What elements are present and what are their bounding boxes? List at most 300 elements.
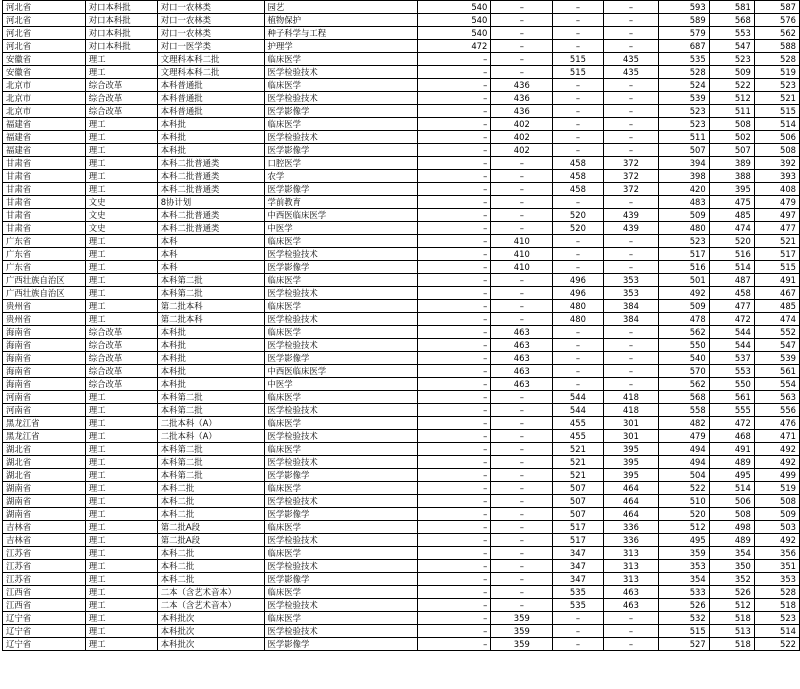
cell-min-score: 474 (709, 222, 754, 235)
cell-category: 理工 (85, 638, 157, 651)
cell-score-d: – (603, 625, 659, 638)
cell-batch: 本科二批普通类 (157, 209, 264, 222)
cell-min-score: 544 (709, 326, 754, 339)
cell-score-b: – (491, 287, 553, 300)
cell-score-d: 439 (603, 209, 659, 222)
cell-province: 北京市 (3, 92, 86, 105)
cell-avg-score: 485 (754, 300, 799, 313)
table-row (3, 547, 800, 560)
cell-avg-score: 467 (754, 287, 799, 300)
cell-min-score: 477 (709, 300, 754, 313)
cell-score-c: – (553, 118, 603, 131)
cell-score-c: – (553, 40, 603, 53)
table-row (3, 599, 800, 612)
cell-avg-score: 514 (754, 118, 799, 131)
cell-category: 理工 (85, 443, 157, 456)
cell-max-score: 509 (659, 300, 709, 313)
cell-major: 医学检验技术 (264, 287, 417, 300)
cell-score-a: – (417, 378, 490, 391)
cell-score-c: – (553, 612, 603, 625)
cell-score-a: – (417, 547, 490, 560)
cell-category: 理工 (85, 144, 157, 157)
cell-batch: 本科二批普通类 (157, 170, 264, 183)
cell-province: 甘肃省 (3, 222, 86, 235)
cell-score-d: – (603, 235, 659, 248)
cell-score-d: 418 (603, 404, 659, 417)
cell-avg-score: 492 (754, 443, 799, 456)
cell-max-score: 589 (659, 14, 709, 27)
cell-score-b: 402 (491, 144, 553, 157)
cell-max-score: 394 (659, 157, 709, 170)
cell-min-score: 508 (709, 508, 754, 521)
cell-score-d: – (603, 1, 659, 14)
cell-min-score: 511 (709, 105, 754, 118)
cell-min-score: 553 (709, 27, 754, 40)
cell-min-score: 509 (709, 66, 754, 79)
cell-score-a: – (417, 625, 490, 638)
cell-category: 理工 (85, 534, 157, 547)
cell-min-score: 526 (709, 586, 754, 599)
cell-max-score: 480 (659, 222, 709, 235)
cell-category: 理工 (85, 118, 157, 131)
cell-score-b: – (491, 443, 553, 456)
admission-score-table (2, 0, 800, 651)
table-row (3, 326, 800, 339)
cell-score-b: 463 (491, 352, 553, 365)
cell-min-score: 508 (709, 118, 754, 131)
cell-avg-score: 521 (754, 235, 799, 248)
cell-category: 理工 (85, 157, 157, 170)
cell-province: 湖南省 (3, 508, 86, 521)
cell-score-c: – (553, 339, 603, 352)
cell-batch: 本科普通批 (157, 105, 264, 118)
cell-category: 理工 (85, 586, 157, 599)
cell-score-d: 464 (603, 482, 659, 495)
cell-max-score: 359 (659, 547, 709, 560)
cell-min-score: 523 (709, 53, 754, 66)
cell-province: 安徽省 (3, 66, 86, 79)
cell-score-c: 515 (553, 66, 603, 79)
cell-major: 医学影像学 (264, 469, 417, 482)
cell-avg-score: 353 (754, 573, 799, 586)
cell-score-a: 540 (417, 27, 490, 40)
cell-avg-score: 518 (754, 599, 799, 612)
cell-province: 广西壮族自治区 (3, 274, 86, 287)
cell-score-c: – (553, 144, 603, 157)
cell-province: 吉林省 (3, 534, 86, 547)
cell-score-b: – (491, 560, 553, 573)
cell-min-score: 507 (709, 144, 754, 157)
table-row (3, 625, 800, 638)
cell-score-b: – (491, 534, 553, 547)
cell-batch: 第二批A段 (157, 521, 264, 534)
cell-province: 吉林省 (3, 521, 86, 534)
cell-min-score: 568 (709, 14, 754, 27)
cell-major: 临床医学 (264, 482, 417, 495)
cell-min-score: 518 (709, 612, 754, 625)
cell-score-b: – (491, 521, 553, 534)
cell-score-b: 463 (491, 326, 553, 339)
cell-province: 广西壮族自治区 (3, 287, 86, 300)
cell-min-score: 544 (709, 339, 754, 352)
cell-avg-score: 547 (754, 339, 799, 352)
cell-batch: 本科批 (157, 131, 264, 144)
cell-avg-score: 521 (754, 92, 799, 105)
cell-province: 广东省 (3, 248, 86, 261)
cell-max-score: 494 (659, 456, 709, 469)
cell-min-score: 514 (709, 482, 754, 495)
cell-score-d: 384 (603, 313, 659, 326)
cell-score-b: – (491, 196, 553, 209)
table-row (3, 586, 800, 599)
cell-category: 理工 (85, 261, 157, 274)
cell-max-score: 517 (659, 248, 709, 261)
table-row (3, 92, 800, 105)
cell-score-d: – (603, 131, 659, 144)
cell-major: 医学检验技术 (264, 313, 417, 326)
cell-category: 综合改革 (85, 378, 157, 391)
cell-score-c: – (553, 14, 603, 27)
cell-score-b: – (491, 391, 553, 404)
cell-score-a: – (417, 599, 490, 612)
cell-score-b: 410 (491, 235, 553, 248)
cell-category: 对口本科批 (85, 40, 157, 53)
cell-score-c: – (553, 365, 603, 378)
cell-batch: 本科第二批 (157, 391, 264, 404)
cell-min-score: 354 (709, 547, 754, 560)
cell-score-c: 535 (553, 586, 603, 599)
cell-major: 学前教育 (264, 196, 417, 209)
cell-province: 辽宁省 (3, 638, 86, 651)
cell-category: 综合改革 (85, 79, 157, 92)
cell-score-d: 353 (603, 274, 659, 287)
cell-min-score: 537 (709, 352, 754, 365)
cell-score-a: 540 (417, 1, 490, 14)
cell-category: 理工 (85, 430, 157, 443)
cell-batch: 对口一农林类 (157, 1, 264, 14)
cell-max-score: 527 (659, 638, 709, 651)
cell-score-a: – (417, 170, 490, 183)
table-row (3, 573, 800, 586)
cell-min-score: 491 (709, 443, 754, 456)
cell-batch: 二本（含艺术音本） (157, 586, 264, 599)
cell-min-score: 555 (709, 404, 754, 417)
cell-score-c: – (553, 326, 603, 339)
table-row (3, 391, 800, 404)
cell-min-score: 514 (709, 261, 754, 274)
cell-score-d: 439 (603, 222, 659, 235)
cell-batch: 本科二批 (157, 508, 264, 521)
cell-score-b: – (491, 53, 553, 66)
cell-min-score: 350 (709, 560, 754, 573)
cell-province: 北京市 (3, 79, 86, 92)
cell-max-score: 532 (659, 612, 709, 625)
cell-category: 文史 (85, 222, 157, 235)
cell-score-d: 336 (603, 534, 659, 547)
cell-major: 医学影像学 (264, 573, 417, 586)
cell-max-score: 540 (659, 352, 709, 365)
cell-min-score: 513 (709, 625, 754, 638)
cell-avg-score: 497 (754, 209, 799, 222)
cell-max-score: 511 (659, 131, 709, 144)
cell-avg-score: 528 (754, 53, 799, 66)
cell-avg-score: 477 (754, 222, 799, 235)
cell-score-a: – (417, 326, 490, 339)
cell-score-b: 463 (491, 365, 553, 378)
cell-major: 临床医学 (264, 586, 417, 599)
cell-score-a: – (417, 534, 490, 547)
table-row (3, 183, 800, 196)
cell-province: 福建省 (3, 118, 86, 131)
cell-major: 种子科学与工程 (264, 27, 417, 40)
cell-min-score: 512 (709, 92, 754, 105)
cell-score-a: – (417, 339, 490, 352)
cell-major: 医学检验技术 (264, 248, 417, 261)
cell-category: 理工 (85, 547, 157, 560)
cell-province: 河南省 (3, 391, 86, 404)
cell-province: 福建省 (3, 131, 86, 144)
cell-score-c: 520 (553, 209, 603, 222)
cell-max-score: 522 (659, 482, 709, 495)
cell-major: 医学检验技术 (264, 599, 417, 612)
cell-min-score: 561 (709, 391, 754, 404)
cell-score-c: 515 (553, 53, 603, 66)
cell-province: 黑龙江省 (3, 430, 86, 443)
cell-avg-score: 503 (754, 521, 799, 534)
cell-batch: 本科批次 (157, 625, 264, 638)
cell-max-score: 495 (659, 534, 709, 547)
cell-score-c: 521 (553, 456, 603, 469)
cell-category: 理工 (85, 235, 157, 248)
cell-score-c: – (553, 248, 603, 261)
cell-province: 江苏省 (3, 560, 86, 573)
cell-score-b: – (491, 1, 553, 14)
cell-major: 临床医学 (264, 274, 417, 287)
table-row (3, 430, 800, 443)
cell-score-a: – (417, 313, 490, 326)
cell-score-c: – (553, 105, 603, 118)
table-row (3, 339, 800, 352)
cell-score-a: – (417, 183, 490, 196)
cell-score-b: – (491, 417, 553, 430)
table-row (3, 14, 800, 27)
cell-score-a: – (417, 508, 490, 521)
cell-avg-score: 393 (754, 170, 799, 183)
cell-score-b: – (491, 404, 553, 417)
cell-category: 文史 (85, 196, 157, 209)
cell-avg-score: 576 (754, 14, 799, 27)
cell-score-c: 458 (553, 170, 603, 183)
cell-min-score: 506 (709, 495, 754, 508)
cell-major: 医学影像学 (264, 261, 417, 274)
cell-score-c: 455 (553, 417, 603, 430)
cell-batch: 二本（含艺术音本） (157, 599, 264, 612)
cell-score-c: 544 (553, 404, 603, 417)
table-row (3, 27, 800, 40)
cell-major: 临床医学 (264, 118, 417, 131)
table-row (3, 196, 800, 209)
cell-score-d: 463 (603, 599, 659, 612)
cell-min-score: 388 (709, 170, 754, 183)
cell-score-a: – (417, 300, 490, 313)
cell-score-a: – (417, 144, 490, 157)
cell-max-score: 523 (659, 118, 709, 131)
cell-province: 甘肃省 (3, 209, 86, 222)
cell-category: 综合改革 (85, 365, 157, 378)
cell-avg-score: 479 (754, 196, 799, 209)
cell-score-c: 347 (553, 573, 603, 586)
table-body (3, 1, 800, 651)
cell-score-d: 353 (603, 287, 659, 300)
cell-score-a: – (417, 79, 490, 92)
cell-score-b: – (491, 66, 553, 79)
cell-batch: 第二批A段 (157, 534, 264, 547)
cell-category: 综合改革 (85, 339, 157, 352)
cell-avg-score: 471 (754, 430, 799, 443)
cell-min-score: 468 (709, 430, 754, 443)
cell-batch: 本科批 (157, 118, 264, 131)
cell-province: 甘肃省 (3, 157, 86, 170)
cell-score-d: – (603, 27, 659, 40)
cell-province: 河北省 (3, 40, 86, 53)
table-row (3, 456, 800, 469)
cell-batch: 本科普通批 (157, 92, 264, 105)
cell-category: 理工 (85, 612, 157, 625)
table-row (3, 495, 800, 508)
cell-category: 理工 (85, 131, 157, 144)
cell-major: 医学检验技术 (264, 92, 417, 105)
cell-score-a: – (417, 456, 490, 469)
cell-min-score: 498 (709, 521, 754, 534)
cell-score-b: – (491, 469, 553, 482)
cell-score-c: 521 (553, 443, 603, 456)
cell-score-b: 436 (491, 79, 553, 92)
cell-score-b: – (491, 40, 553, 53)
cell-score-c: – (553, 1, 603, 14)
cell-province: 贵州省 (3, 313, 86, 326)
cell-batch: 本科第二批 (157, 456, 264, 469)
cell-score-a: – (417, 495, 490, 508)
cell-batch: 本科第二批 (157, 274, 264, 287)
cell-major: 医学检验技术 (264, 404, 417, 417)
cell-score-b: – (491, 573, 553, 586)
cell-batch: 本科批次 (157, 638, 264, 651)
cell-batch: 本科二批普通类 (157, 183, 264, 196)
cell-avg-score: 519 (754, 66, 799, 79)
cell-score-a: – (417, 365, 490, 378)
cell-max-score: 504 (659, 469, 709, 482)
cell-avg-score: 556 (754, 404, 799, 417)
cell-score-b: 463 (491, 378, 553, 391)
cell-avg-score: 408 (754, 183, 799, 196)
cell-avg-score: 509 (754, 508, 799, 521)
cell-batch: 对口一农林类 (157, 14, 264, 27)
cell-score-a: – (417, 66, 490, 79)
cell-max-score: 354 (659, 573, 709, 586)
cell-category: 理工 (85, 53, 157, 66)
cell-score-c: – (553, 235, 603, 248)
cell-score-c: 517 (553, 521, 603, 534)
cell-score-b: – (491, 300, 553, 313)
cell-score-a: – (417, 92, 490, 105)
cell-avg-score: 508 (754, 495, 799, 508)
cell-score-d: – (603, 339, 659, 352)
cell-batch: 本科二批 (157, 495, 264, 508)
cell-avg-score: 506 (754, 131, 799, 144)
cell-category: 理工 (85, 599, 157, 612)
cell-score-d: – (603, 261, 659, 274)
cell-avg-score: 491 (754, 274, 799, 287)
cell-max-score: 509 (659, 209, 709, 222)
cell-score-b: – (491, 430, 553, 443)
cell-score-a: – (417, 430, 490, 443)
cell-score-d: – (603, 378, 659, 391)
cell-max-score: 523 (659, 235, 709, 248)
cell-avg-score: 522 (754, 638, 799, 651)
cell-min-score: 518 (709, 638, 754, 651)
cell-batch: 第二批本科 (157, 313, 264, 326)
cell-score-d: 372 (603, 183, 659, 196)
cell-max-score: 515 (659, 625, 709, 638)
cell-major: 医学检验技术 (264, 339, 417, 352)
cell-score-d: 301 (603, 430, 659, 443)
table-row (3, 170, 800, 183)
cell-max-score: 483 (659, 196, 709, 209)
cell-batch: 本科二批 (157, 547, 264, 560)
cell-batch: 本科二批普通类 (157, 157, 264, 170)
cell-category: 理工 (85, 170, 157, 183)
cell-score-a: – (417, 560, 490, 573)
cell-score-a: – (417, 391, 490, 404)
cell-province: 河北省 (3, 14, 86, 27)
cell-province: 河南省 (3, 404, 86, 417)
cell-major: 医学影像学 (264, 144, 417, 157)
table-row (3, 261, 800, 274)
table-row (3, 417, 800, 430)
cell-major: 医学检验技术 (264, 430, 417, 443)
cell-score-b: – (491, 508, 553, 521)
cell-score-c: – (553, 261, 603, 274)
cell-category: 理工 (85, 456, 157, 469)
cell-major: 医学影像学 (264, 183, 417, 196)
table-row (3, 144, 800, 157)
cell-avg-score: 476 (754, 417, 799, 430)
cell-score-d: – (603, 326, 659, 339)
cell-province: 辽宁省 (3, 625, 86, 638)
cell-score-d: 435 (603, 66, 659, 79)
cell-category: 理工 (85, 66, 157, 79)
table-row (3, 1, 800, 14)
cell-score-c: 347 (553, 547, 603, 560)
cell-major: 医学检验技术 (264, 131, 417, 144)
cell-batch: 本科二批 (157, 560, 264, 573)
table-row (3, 638, 800, 651)
cell-score-c: 521 (553, 469, 603, 482)
cell-max-score: 507 (659, 144, 709, 157)
cell-category: 理工 (85, 248, 157, 261)
table-row (3, 404, 800, 417)
cell-score-a: – (417, 248, 490, 261)
cell-avg-score: 508 (754, 144, 799, 157)
cell-province: 甘肃省 (3, 196, 86, 209)
cell-score-b: – (491, 495, 553, 508)
cell-avg-score: 554 (754, 378, 799, 391)
cell-score-d: 395 (603, 456, 659, 469)
cell-avg-score: 587 (754, 1, 799, 14)
cell-max-score: 524 (659, 79, 709, 92)
table-row (3, 482, 800, 495)
cell-score-c: 455 (553, 430, 603, 443)
